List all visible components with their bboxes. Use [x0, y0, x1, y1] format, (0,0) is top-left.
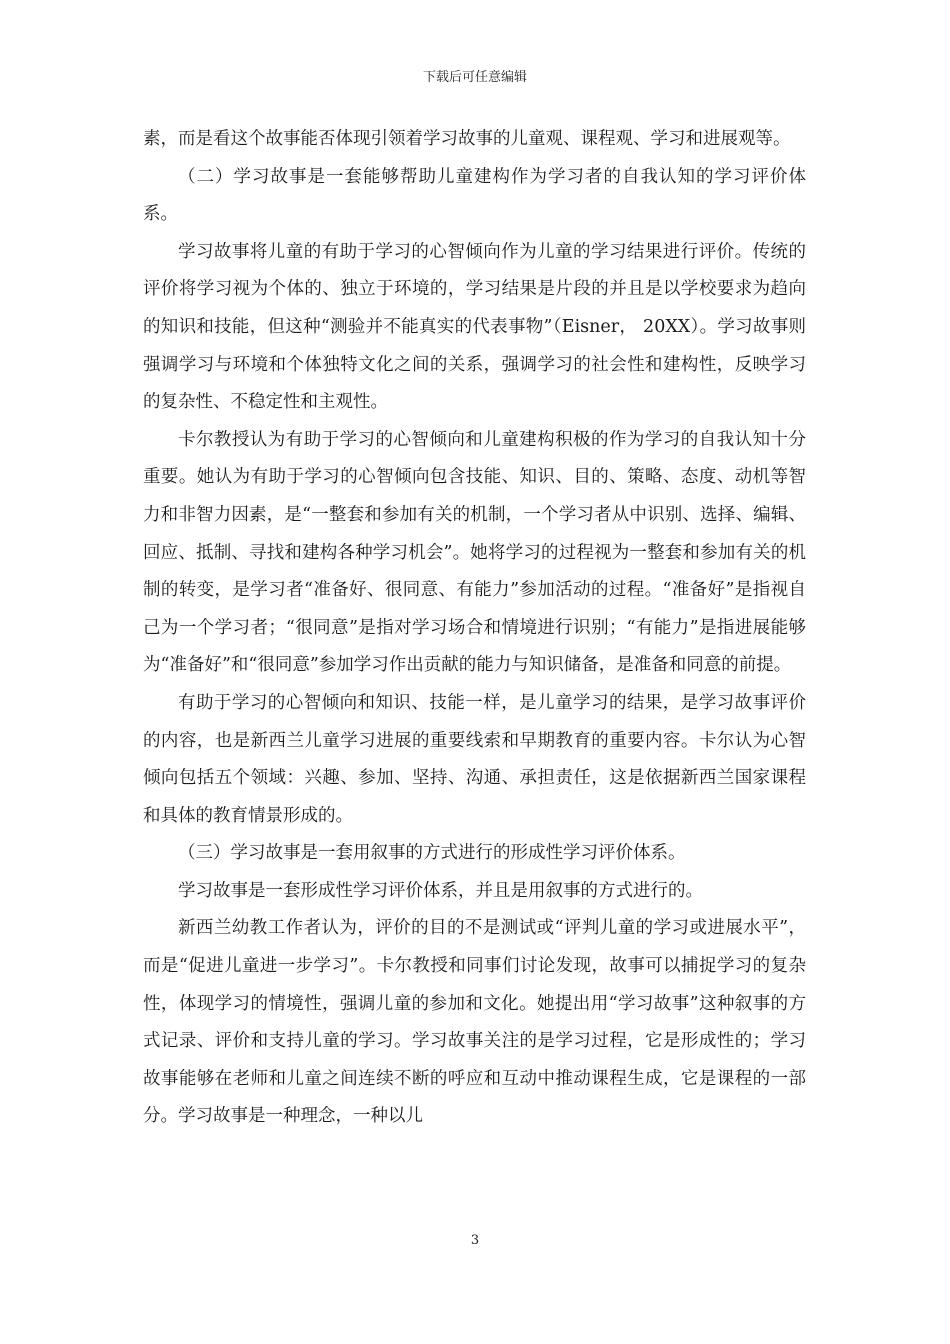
page-number: 3: [470, 1233, 480, 1248]
paragraph: 卡尔教授认为有助于学习的心智倾向和儿童建构积极的作为学习的自我认知十分重要。她认为有助于学习的心智倾向包含技能、知识、目的、策略、态度、动机等智力和非智力因素，是“一整套和参加有关的机制，一个学习者从中识别、选择、编辑、回应、抵制、寻找和建构各种学习机会”。她将学习的过程视为一整套和参加有关的机制的转变，是学习者“准备好、很同意、有能力”参加活动的过程。“准备好”是指视自己为一个学习者；“很同意”是指对学习场合和情境进行识别；“有能力”是指进展能够为“准备好”和“很同意”参加学习作出贡献的能力与知识储备，是准备和同意的前提。: [143, 429, 806, 676]
section-heading-2: （二）学习故事是一套能够帮助儿童建构作为学习者的自我认知的学习评价体系。: [143, 166, 806, 225]
header-note: 下载后可任意编辑: [422, 70, 527, 85]
paragraph: 学习故事将儿童的有助于学习的心智倾向作为儿童的学习结果进行评价。传统的评价将学习视为个体的、独立于环境的，学习结果是片段的并且是以学校要求为趋向的知识和技能，但这种“测验并不能真实的代表事物”（Eisner， 20XX）。学习故事则强调学习与环境和个体独特文化之间的关系，强调学习的社会性和建构性，反映学习的复杂性、不稳定性和主观性。: [143, 241, 806, 413]
body-text: [143, 121, 806, 1136]
section-heading-3: （三）学习故事是一套用叙事的方式进行的形成性学习评价体系。: [178, 843, 686, 864]
paragraph-continuation: 素，而是看这个故事能否体现引领着学习故事的儿童观、课程观、学习和进展观等。: [143, 129, 791, 149]
paragraph: 新西兰幼教工作者认为，评价的目的不是测试或“评判儿童的学习或进展水平”，而是“促进儿童进一步学习”。卡尔教授和同事们讨论发现，故事可以捕捉学习的复杂性，体现学习的情境性，强调儿童的参加和文化。她提出用“学习故事”这种叙事的方式记录、评价和支持儿童的学习。学习故事关注的是学习过程，它是形成性的；学习故事能够在老师和儿童之间连续不断的呼应和互动中推动课程生成，它是课程的一部分。学习故事是一种理念，一种以儿: [143, 918, 806, 1127]
paragraph: 学习故事是一套形成性学习评价体系，并且是用叙事的方式进行的。: [178, 880, 703, 901]
paragraph: 有助于学习的心智倾向和知识、技能一样，是儿童学习的结果，是学习故事评价的内容，也是新西兰儿童学习进展的重要线索和早期教育的重要内容。卡尔认为心智倾向包括五个领域：兴趣、参加、坚持、沟通、承担责任，这是依据新西兰国家课程和具体的教育情景形成的。: [143, 692, 806, 826]
